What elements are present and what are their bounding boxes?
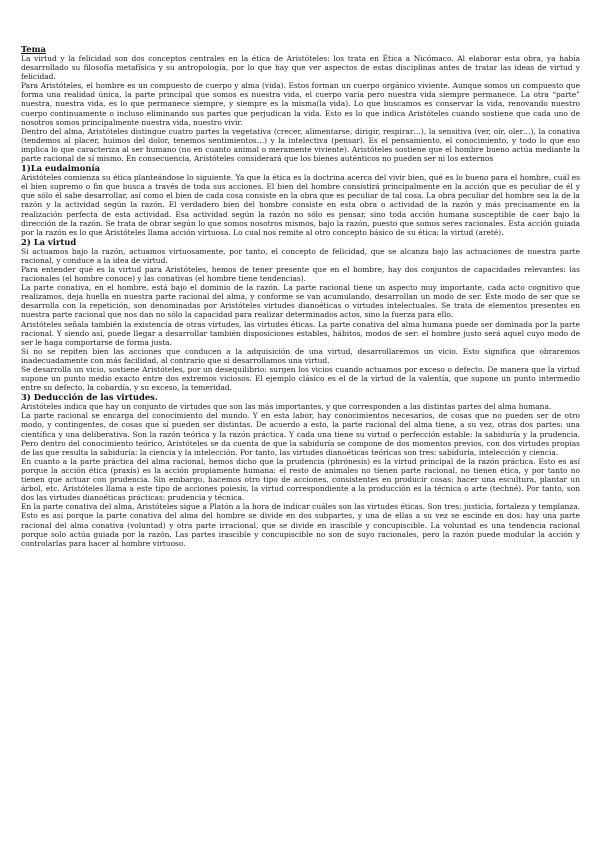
section-heading-deduccion: 3) Deducción de las virtudes. (21, 392, 158, 403)
deduccion-paragraph-4: En la parte conativa del alma, Aristóteles sigue a Platón a la hora de indicar cuáles son las virtudes éticas. Son tres: justicia, fortaleza y templanza. Esto es así porque la parte conativa del alma del hombre se divide en dos subpartes, y una de ellas a su vez se escinde en dos: hay una parte racional del alma conativa (voluntad) y otra parte irracional, que se divide en irascible y concupiscible. La voluntad es una tendencia racional porque solo actúa guiada por la razón. Las partes irascible y concupiscible no son de suyo racionales, pero la razón puede modular la acción y controlarlas para hacer al hombre virtuoso. (21, 502, 580, 548)
deduccion-paragraph-2: La parte racional se encarga del conocimiento del mundo. Y en esta labor, hay conocimientos necesarios, de cosas que no pueden ser de otro modo, y contingentes, de cosas que sí pueden ser distintas. De acuerdo a esto, la parte racional del alma tiene, a su vez, otras dos partes: una científica y una deliberativa. Son la razón teórica y la razón práctica. Y cada una tiene su virtud o perfección estable: la sabiduría y la prudencia. Pero dentro del conocimiento teórico, Aristóteles se da cuenta de que la sabiduría se compone de dos momentos previos, con dos virtudes propias de las que resulta la sabiduría: la ciencia y la intelección. Por tanto, las virtudes dianoéticas teóricas son tres: sabiduría, intelección y ciencia. (21, 411, 580, 457)
section-heading-virtud: 2) La virtud (21, 236, 77, 247)
virtud-paragraph-5: Si no se repiten bien las acciones que conducen a la adquisición de una virtud, desarrollaremos un vicio. Esto significa que obraremos inadecuadamente con más facilidad, al contrario que si desarrollamos una virtud. (21, 346, 580, 365)
virtud-paragraph-3: La parte conativa, en el hombre, está bajo el dominio de la razón. La parte racional tiene un aspecto muy importante, cada acto cognitivo que realizamos, deja huella en nuestra parte racional del alma, y conforme se van acumulando, desarrollan un modo de ser. Este modo de ser que se desarrolla con la repetición, son denominadas por Aristóteles virtudes dianoéticas o virtudes intelectuales. Se trata de elementos presentes en nuestra parte racional que nos dan no sólo la capacidad para realizar determinados actos, sino la fuerza para ello. (21, 283, 580, 320)
deduccion-paragraph-1: Aristóteles indica que hay un conjunto de virtudes que son las más importantes, y que corresponden a las distintas partes del alma humana. (21, 402, 552, 412)
intro-paragraph-2: Para Aristóteles, el hombre es un compuesto de cuerpo y alma (vida). Estos forman un cuerpo orgánico viviente. Aunque somos un compuesto que forma una realidad única, la parte principal que somos es nuestra vida, el cuerpo varía pero nuestra vida siempre permanece. La otra “parte” nuestra, nuestra vida, es lo que permanece siempre, y siempre es la misma(la vida). Lo que buscamos es conservar la vida, renovando nuestro cuerpo continuamente o incluso eliminando sus partes que perjudican la vida. Esto es lo que indica Aristóteles cuando sostiene que cada uno de nosotros somos principalmente nuestra vida, nuestro vivir. (21, 81, 580, 127)
virtud-paragraph-1: Si actuamos bajo la razón, actuamos virtuosamente, por tanto, el concepto de felicidad, que se alcanza bajo las actuaciones de nuestra parte racional, y conduce a la idea de virtud. (21, 246, 580, 265)
intro-paragraph-1: La virtud y la felicidad son dos conceptos centrales en la ética de Aristóteles: los trata en Ética a Nicómaco. Al elaborar esta obra, ya había desarrollado su filosofía metafísica y su antropología, por lo que hay que ver aspectos de estas disciplinas antes de tratar las ideas de virtud y felicidad. (21, 54, 580, 82)
eudaimonia-paragraph-1: Aristóteles comienza su ética planteándose lo siguiente. Ya que la ética es la doctrina acerca del vivir bien, qué es lo bueno para el hombre, cuál es el bien supremo o fin que busca a través de toda sus acciones. El bien del hombre consistirá principalmente en la acción que es peculiar de él y que sólo él sabe desarrollar, así como el bien de cada cosa consiste en la obra que es peculiar de tal cosa. La obra peculiar del hombre sea la de la razón y la actividad según la razón. El verdadero bien del hombre consiste en esta obra o actividad de la razón y más precisamente en la realización perfecta de esta actividad. Esa actividad según la razón no sólo es pensar, sino toda acción humana susceptible de caer bajo la dirección de la razón. Se trata de obrar según lo que somos nosotros mismos, bajo la razón, puesto que somos seres racionales. Esta acción guiada por la razón es lo que Aristóteles llama acción virtuosa. Lo cual nos remite al otro concepto básico de su ética: la virtud (areté). (21, 173, 580, 237)
virtud-paragraph-4: Aristóteles señala también la existencia de otras virtudes, las virtudes éticas. La parte conativa del alma humana puede ser dominada por la parte racional. Y siendo así, puede llegar a desarrollar también disposiciones estables, hábitos, modos de ser: el hombre justo será aquel cuyo modo de ser le haga comportarse de forma justa. (21, 319, 580, 347)
intro-paragraph-3: Dentro del alma, Aristóteles distingue cuatro partes la vegetativa (crecer, alimentarse, dirigir, respirar…), la sensitiva (ver, oír, oler…), la conativa (tendemos al placer, huimos del dolor, tenemos sentimientos…) y la intelectiva (pensar). Es el pensamiento, el conocimiento, y todo lo que eso implica lo que caracteriza al ser humano (no en cuanto animal o meramente viviente). Aristóteles sostiene que el hombre bueno actúa mediante la parte racional de sí mismo. En consecuencia, Aristóteles considerará que los bienes auténticos no pueden ser ni los externos (21, 126, 580, 164)
document-title: Tema (21, 44, 46, 54)
virtud-paragraph-6: Se desarrolla un vicio, sostiene Aristóteles, por un desequilibrio: surgen los vicios cuando actuamos por exceso o defecto. De manera que la virtud supone un punto medio exacto entre dos extremos viciosos. El ejemplo clásico es el de la virtud de la valentía, que supone un punto intermedio entre su defecto, la cobardía, y su exceso, la temeridad. (21, 365, 580, 393)
section-heading-eudaimonia: 1)La eudaimonía (21, 163, 101, 174)
deduccion-paragraph-3: En cuanto a la parte práctica del alma racional, hemos dicho que la prudencia (phrónesis) es la virtud principal de la razón práctica. Esto es así porque la acción ética (praxis) es la acción propiamente humana: el resto de animales no tienen parte racional, no tienen ética, y por tanto no tienen que actuar con prudencia. Sin embargo, hacemos otro tipo de acciones, consistentes en producir cosas: hacer una escultura, plantar un árbol, etc. Aristóteles llama a este tipo de acciones poiesis, la virtud correspondiente a la producción es la técnica o arte (techné). Por tanto, son dos las virtudes dianoéticas prácticas: prudencia y técnica. (21, 456, 580, 503)
virtud-paragraph-2: Para entender qué es la virtud para Aristóteles, hemos de tener presente que en el hombre, hay dos conjuntos de capacidades relevantes: las racionales (el hombre conoce) y las conativas (el hombre tiene tendencias). (21, 264, 580, 284)
